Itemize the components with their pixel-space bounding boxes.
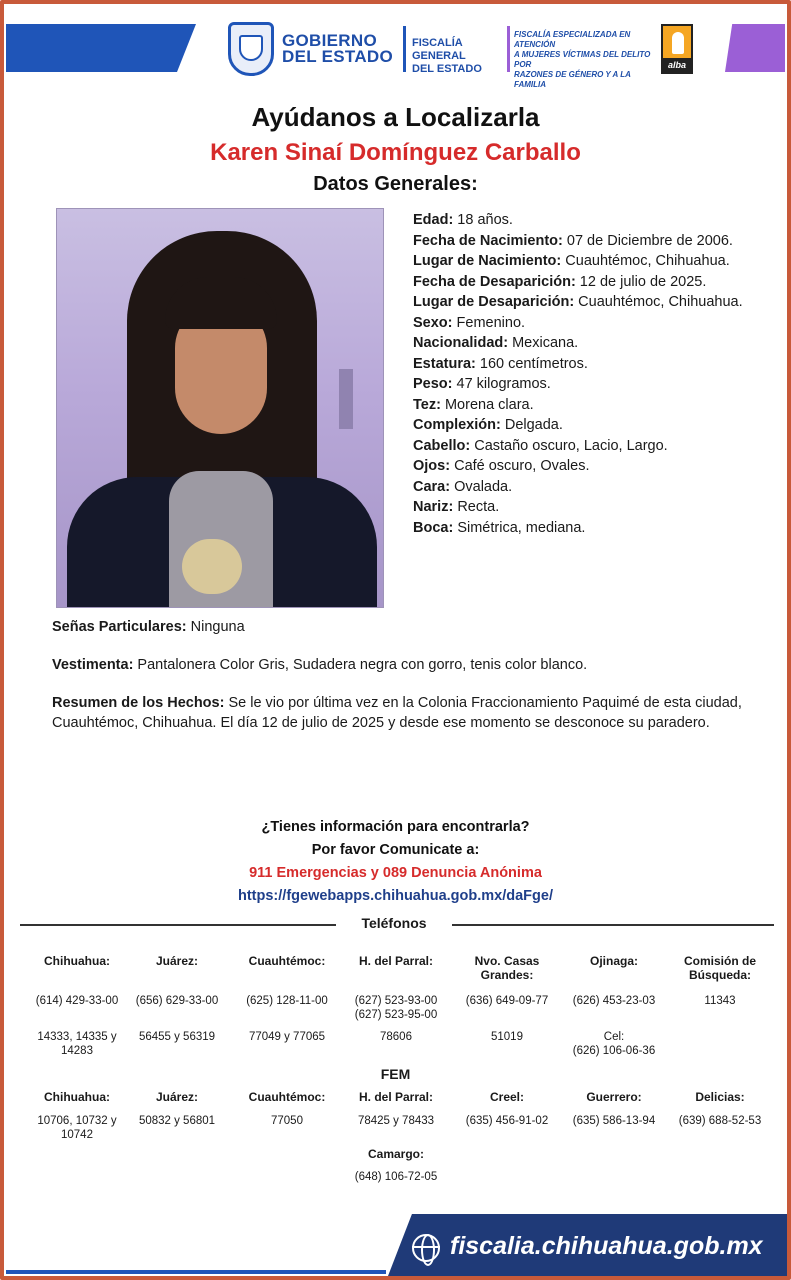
detail-row: Sexo: Femenino. [413,314,526,331]
telefonos-phone-cell: 78606 [380,1031,412,1043]
telefonos-phone-cell: 51019 [491,1031,523,1043]
fiscalia-especializada-text: FISCALÍA ESPECIALIZADA EN ATENCIÓN A MUJERES VÍCTIMAS DEL DELITO POR RAZONES DE GÉNERO Y A LA FAMILIA [514,30,651,89]
telefonos-phone-cell: 11343 [704,995,736,1007]
detail-row: Tez: Morena clara. [413,396,534,413]
detail-row: Estatura: 160 centímetros. [413,355,588,372]
header-separator [403,26,406,72]
telefonos-header-cell: Cuauhtémoc: [248,954,326,968]
detail-row: Edad: 18 años. [413,212,513,228]
detail-row: Fecha de Desaparición: 12 de julio de 2025. [413,273,707,290]
globe-icon [412,1234,440,1262]
fem-header-cell: Guerrero: [586,1090,642,1104]
vestimenta: Vestimenta: Pantalonera Color Gris, Sudadera negra con gorro, tenis color blanco. [52,657,588,673]
detail-row: Peso: 47 kilogramos. [413,376,551,392]
detail-row: Complexión: Delgada. [413,417,563,433]
fem-phone-cell: 77050 [271,1115,303,1127]
detail-row: Lugar de Nacimiento: Cuauhtémoc, Chihuahua. [413,253,730,269]
telefonos-header-cell: Ojinaga: [589,954,638,968]
telefonos-title: Teléfonos [361,915,427,931]
telefonos-header-cell: Nvo. Casas Grandes: [474,954,540,982]
telefonos-header-cell: Comisión de Búsqueda: [683,954,756,982]
page-title: Ayúdanos a Localizarla [251,102,540,132]
fem-header-cell: Delicias: [695,1090,745,1104]
details-list [413,210,753,538]
contact-question: ¿Tienes información para encontrarla? [261,819,530,835]
footer-website[interactable]: fiscalia.chihuahua.gob.mx [450,1232,763,1260]
telefonos-phone-cell: (626) 453-23-03 [572,995,656,1007]
missing-person-photo [56,208,384,608]
detail-row: Ojos: Café oscuro, Ovales. [413,458,590,474]
footer-line [6,1270,386,1274]
detail-row: Boca: Simétrica, mediana. [413,519,586,536]
telefonos-header-cell: Chihuahua: [44,954,110,968]
fem-header-cell: H. del Parral: [358,1090,434,1104]
telefonos-phone-cell: 77049 y 77065 [248,1031,326,1043]
detail-row: Fecha de Nacimiento: 07 de Diciembre de 2006. [413,232,733,249]
telefonos-phone-cell: (656) 629-33-00 [135,995,219,1007]
senas-particulares: Señas Particulares: Ninguna [52,619,245,635]
header-bar-right [725,24,785,72]
section-subtitle: Datos Generales: [313,173,478,195]
detail-row: Cara: Ovalada. [413,478,513,495]
divider [20,924,336,926]
fem-phone-cell: 78425 y 78433 [357,1115,435,1127]
contact-please: Por favor Comunicate a: [311,842,480,858]
telefonos-phone-cell: (625) 128-11-00 [246,995,328,1007]
header-separator [507,26,510,72]
emergency-numbers: 911 Emergencias y 089 Denuncia Anónima [249,865,542,881]
telefonos-phone-cell: 14333, 14335 y 14283 [37,1031,117,1057]
fem-header-cell: Creel: [489,1090,524,1104]
divider [452,924,774,926]
telefonos-phone-cell: 56455 y 56319 [138,1031,216,1043]
fiscalia-logo-text: FISCALÍA GENERAL DEL ESTADO [412,37,482,75]
detail-row: Nacionalidad: Mexicana. [413,335,579,351]
fem-header-cell: Chihuahua: [44,1090,110,1104]
detail-row: Lugar de Desaparición: Cuauhtémoc, Chihuahua. [413,294,743,310]
fem-phone-cell: (635) 456-91-02 [465,1115,549,1127]
fem-phone-cell: (635) 586-13-94 [572,1115,656,1127]
alba-logo-icon: alba [661,24,693,74]
telefonos-phone-cell: (614) 429-33-00 [35,995,119,1007]
telefonos-header-cell: H. del Parral: [358,954,434,968]
detail-row: Cabello: Castaño oscuro, Lacio, Largo. [413,437,668,454]
header-bar-left [6,24,196,72]
resumen-hechos: Resumen de los Hechos: Se le vio por última vez en la Colonia Fraccionamiento Paquimé de esta ciudad, Cuauhtémoc, Chihuahua. El día 12 de julio de 2025 y desde ese momento se desconoce su paradero. [52,695,742,731]
gobierno-logo-text: GOBIERNO DEL ESTADO [282,31,393,66]
fem-phone-cell: 50832 y 56801 [138,1115,216,1127]
camargo-header: Camargo: [367,1147,424,1161]
report-link[interactable]: https://fgewebapps.chihuahua.gob.mx/daFge/ [238,888,553,904]
telefonos-phone-cell: (627) 523-93-00 (627) 523-95-00 [354,995,438,1021]
fem-title: FEM [380,1066,411,1082]
detail-row: Nariz: Recta. [413,499,500,515]
telefonos-phone-cell: Cel: (626) 106-06-36 [572,1031,656,1057]
missing-person-name: Karen Sinaí Domínguez Carballo [210,139,581,166]
state-shield-icon [228,22,274,76]
telefonos-header-cell: Juárez: [155,954,199,968]
camargo-phone: (648) 106-72-05 [354,1171,438,1183]
fem-header-cell: Juárez: [155,1090,199,1104]
fem-header-cell: Cuauhtémoc: [248,1090,326,1104]
telefonos-phone-cell: (636) 649-09-77 [465,995,549,1007]
fem-phone-cell: 10706, 10732 y 10742 [37,1115,117,1141]
fem-phone-cell: (639) 688-52-53 [678,1115,762,1127]
